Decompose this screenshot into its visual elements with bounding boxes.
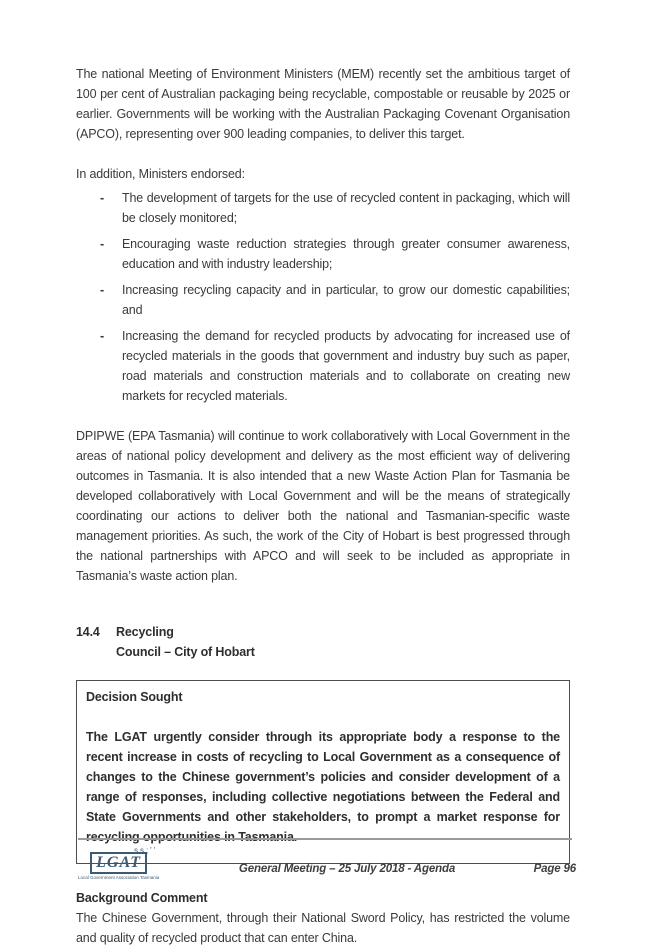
lgat-logo-mark bbox=[78, 846, 160, 881]
decision-sought-body: The LGAT urgently consider through its appropriate body a response to the recent increase in costs of recycling to Local Government as a consequence of changes to the Chinese government’s policies and consider development of a range of responses, including collective negotiations between the Federal and State Governments and other stakeholders, to prompt a market response for recycling opportunities in Tasmania. bbox=[86, 730, 560, 844]
list-item bbox=[76, 234, 570, 274]
paragraph-mem-target: The national Meeting of Environment Ministers (MEM) recently set the ambitious target of 100 per cent of Australian packaging being recyclable, compostable or reusable by 2025 or earlier. Governments will be working with the Australian Packaging Covenant Organisation (APCO), representing over 900 leading companies, to deliver this target. bbox=[76, 67, 570, 141]
decision-sought-box bbox=[76, 680, 570, 864]
paragraph-ministers-endorsed-intro: In addition, Ministers endorsed: bbox=[76, 167, 245, 181]
list-item-text: The development of targets for the use of recycled content in packaging, which will be closely monitored; bbox=[122, 191, 570, 225]
section-titles bbox=[116, 622, 570, 662]
logo-accent-marks: ,ss;'' bbox=[129, 846, 158, 855]
section-heading-14-4 bbox=[76, 622, 570, 662]
list-item-text: Increasing the demand for recycled products by advocating for increased use of recycled materials in the goods that government and industry buy such as paper, road materials and construction materials and to collaborate on creating new markets for recycled materials. bbox=[122, 329, 570, 403]
dash-bullet-marker: - bbox=[100, 237, 105, 251]
page-footer bbox=[78, 846, 576, 885]
lgat-logo-caption: Local Government Association Tasmania bbox=[78, 875, 160, 880]
list-item bbox=[76, 280, 570, 320]
list-item-text: Encouraging waste reduction strategies through greater consumer awareness, education and with industry leadership; bbox=[122, 237, 570, 271]
section-subtitle: Council – City of Hobart bbox=[116, 645, 255, 659]
ministers-endorsed-list bbox=[76, 188, 570, 406]
footer-page-number: Page 96 bbox=[533, 862, 576, 875]
section-title: Recycling bbox=[116, 625, 174, 639]
list-item bbox=[76, 326, 570, 406]
lgat-logo-text: LGAT bbox=[90, 852, 147, 874]
decision-sought-heading: Decision Sought bbox=[86, 690, 183, 704]
list-item-text: Increasing recycling capacity and in particular, to grow our domestic capabilities; and bbox=[122, 283, 570, 317]
section-number: 14.4 bbox=[76, 625, 100, 639]
paragraph-dpipwe: DPIPWE (EPA Tasmania) will continue to work collaboratively with Local Government in the areas of national policy development and delivery as the most efficient way of delivering outcomes in Tasmania. It is also intended that a new Waste Action Plan for Tasmania be developed collaboratively with Local Government and will be the means of strategically coordinating our actions to deliver both the national and Tasmanian-specific waste management priorities. As such, the work of the City of Hobart is best progressed through the national partnerships with APCO and will seek to be included as appropriate in Tasmania’s waste action plan. bbox=[76, 429, 570, 583]
background-comment-body: The Chinese Government, through their National Sword Policy, has restricted the volume and quality of recycled product that can enter China. bbox=[76, 911, 570, 945]
footer-meeting-title: General Meeting – 25 July 2018 - Agenda bbox=[238, 862, 456, 875]
dash-bullet-marker: - bbox=[100, 283, 105, 297]
list-item bbox=[76, 188, 570, 228]
background-comment-heading: Background Comment bbox=[76, 891, 208, 905]
lgat-logo bbox=[78, 846, 238, 885]
dash-bullet-marker: - bbox=[100, 191, 105, 205]
footer-divider bbox=[78, 838, 572, 840]
dash-bullet-marker: - bbox=[100, 329, 105, 343]
